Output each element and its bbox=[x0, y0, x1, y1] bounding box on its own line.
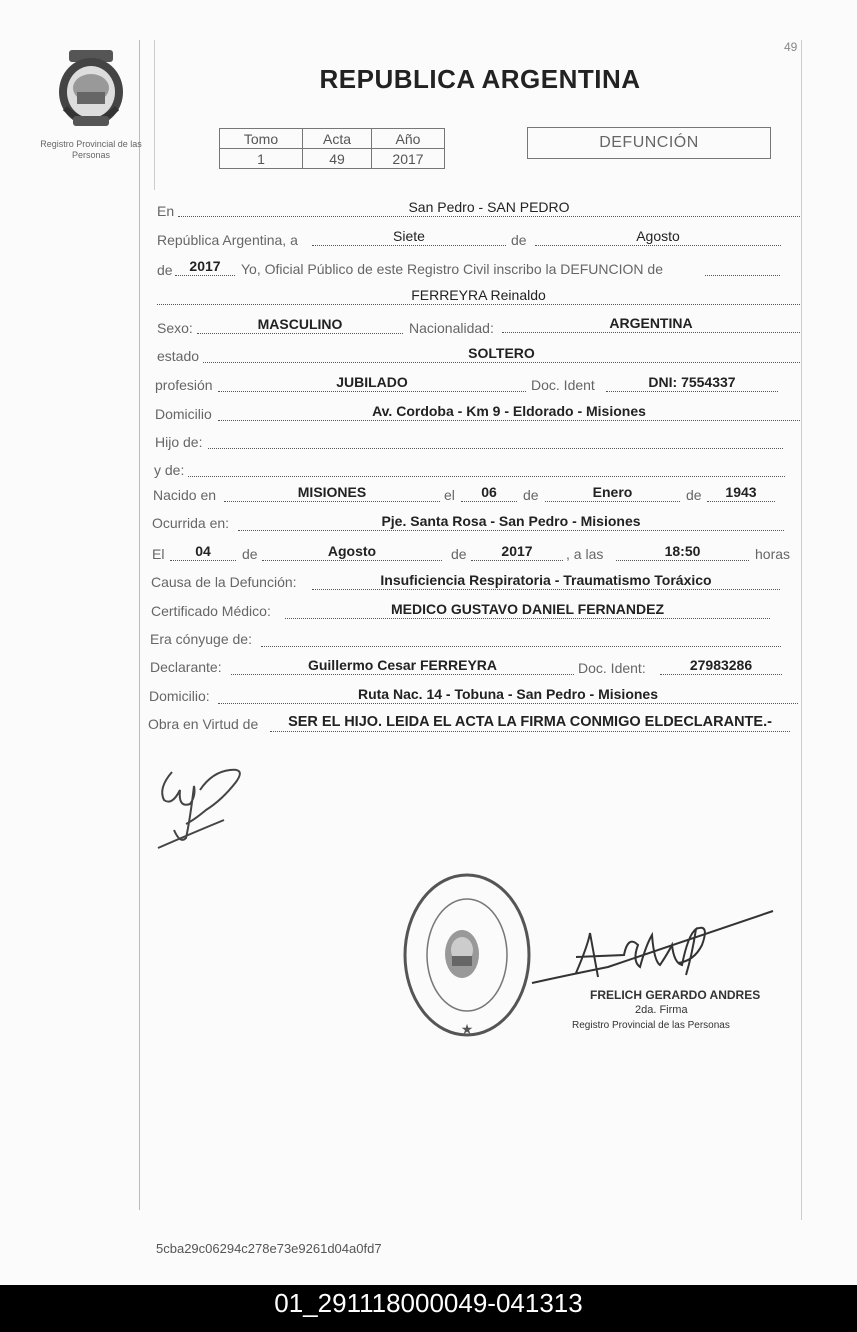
label-domicilio: Domicilio: bbox=[149, 688, 210, 704]
field-causa: Insuficiencia Respiratoria - Traumatismo Toráxico bbox=[312, 571, 780, 590]
label-y-de: y de: bbox=[154, 462, 185, 478]
label-el-cap: El bbox=[152, 546, 165, 562]
document-hash: 5cba29c06294c278e73e9261d04a0fd7 bbox=[156, 1241, 382, 1256]
meta-header: Tomo bbox=[220, 129, 303, 149]
field-def-mes: Agosto bbox=[262, 542, 442, 561]
label-profesion: profesión bbox=[155, 377, 213, 393]
field-declarante: Guillermo Cesar FERREYRA bbox=[231, 656, 574, 675]
label-obra: Obra en Virtud de bbox=[148, 716, 259, 732]
field-lugar: San Pedro - SAN PEDRO bbox=[178, 198, 800, 217]
label-doc-ident: Doc. Ident: bbox=[578, 660, 646, 676]
label-el: el bbox=[444, 487, 455, 503]
page-number: 49 bbox=[784, 40, 798, 54]
field-estado: SOLTERO bbox=[203, 344, 800, 363]
field-y-de bbox=[188, 458, 785, 477]
label-estado: estado bbox=[157, 348, 200, 364]
label-inscribo: Yo, Oficial Público de este Registro Civil inscribo la DEFUNCION de bbox=[241, 261, 663, 277]
field-nac-mes: Enero bbox=[545, 483, 680, 502]
label-certificado: Certificado Médico: bbox=[151, 603, 271, 619]
field-declarante-domicilio: Ruta Nac. 14 - Tobuna - San Pedro - Misiones bbox=[218, 685, 798, 704]
field-dia: Siete bbox=[312, 227, 506, 246]
meta-value: 1 bbox=[220, 149, 303, 169]
label-nacido-en: Nacido en bbox=[153, 487, 217, 503]
field-def-dia: 04 bbox=[170, 542, 236, 561]
label-causa: Causa de la Defunción: bbox=[151, 574, 297, 590]
label-de: de bbox=[242, 546, 258, 562]
meta-value: 49 bbox=[303, 149, 372, 169]
margin-line bbox=[801, 40, 802, 1220]
document-type: DEFUNCIÓN bbox=[527, 127, 771, 159]
meta-value: 2017 bbox=[372, 149, 445, 169]
record-meta-table bbox=[219, 128, 445, 169]
margin-line bbox=[154, 40, 155, 190]
label-declarante: Declarante: bbox=[150, 659, 222, 675]
meta-header: Acta bbox=[303, 129, 372, 149]
label-domicilio: Domicilio bbox=[155, 406, 212, 422]
field-sexo: MASCULINO bbox=[197, 315, 403, 334]
label-conyuge: Era cónyuge de: bbox=[150, 631, 252, 647]
official-seal-icon bbox=[400, 870, 535, 1040]
org-name: Registro Provincial de las Personas bbox=[40, 139, 142, 160]
field-conyuge bbox=[261, 628, 781, 647]
declarant-signature-icon bbox=[150, 760, 260, 855]
label-en: En bbox=[157, 203, 175, 219]
field-def-hora: 18:50 bbox=[616, 542, 749, 561]
footer-id-bar: 01_291118000049-041313 bbox=[0, 1285, 857, 1332]
label-republica: República Argentina, a bbox=[157, 232, 298, 248]
svg-text:★: ★ bbox=[460, 1022, 474, 1038]
official-signature-icon bbox=[528, 905, 778, 995]
signer-name: FRELICH GERARDO ANDRES bbox=[590, 988, 761, 1002]
label-de: de bbox=[451, 546, 467, 562]
document-title: REPUBLICA ARGENTINA bbox=[319, 64, 641, 94]
field-nacido-en: MISIONES bbox=[224, 483, 440, 502]
field-hijo-de bbox=[208, 430, 783, 449]
label-de: de bbox=[686, 487, 702, 503]
meta-header: Año bbox=[372, 129, 445, 149]
label-a-las: , a las bbox=[566, 546, 604, 562]
label-de: de bbox=[511, 232, 527, 248]
field-blank bbox=[705, 257, 780, 276]
label-doc-ident: Doc. Ident bbox=[531, 377, 595, 393]
label-sexo: Sexo: bbox=[157, 320, 193, 336]
field-doc: DNI: 7554337 bbox=[606, 373, 778, 392]
field-nac-dia: 06 bbox=[461, 483, 517, 502]
label-de: de bbox=[523, 487, 539, 503]
field-def-anio: 2017 bbox=[471, 542, 563, 561]
signer-block bbox=[572, 988, 761, 1033]
label-nacionalidad: Nacionalidad: bbox=[409, 320, 494, 336]
label-ocurrida-en: Ocurrida en: bbox=[152, 515, 230, 531]
field-declarante-doc: 27983286 bbox=[660, 656, 782, 675]
field-mes: Agosto bbox=[535, 227, 781, 246]
field-nac-anio: 1943 bbox=[707, 483, 775, 502]
field-nacionalidad: ARGENTINA bbox=[502, 314, 800, 333]
signer-org: Registro Provincial de las Personas bbox=[572, 1020, 730, 1031]
field-ocurrida-en: Pje. Santa Rosa - San Pedro - Misiones bbox=[238, 512, 784, 531]
signer-role: 2da. Firma bbox=[635, 1004, 688, 1016]
label-de: de bbox=[157, 262, 173, 278]
label-horas: horas bbox=[755, 546, 791, 562]
field-certificado: MEDICO GUSTAVO DANIEL FERNANDEZ bbox=[285, 600, 770, 619]
field-nombre: FERREYRA Reinaldo bbox=[157, 286, 800, 305]
field-domicilio: Av. Cordoba - Km 9 - Eldorado - Misiones bbox=[218, 402, 800, 421]
field-obra: SER EL HIJO. LEIDA EL ACTA LA FIRMA CONMIGO ELDECLARANTE.- bbox=[270, 713, 790, 732]
margin-line bbox=[139, 40, 140, 1210]
label-hijo-de: Hijo de: bbox=[155, 434, 203, 450]
field-anio: 2017 bbox=[175, 257, 235, 276]
field-profesion: JUBILADO bbox=[218, 373, 526, 392]
